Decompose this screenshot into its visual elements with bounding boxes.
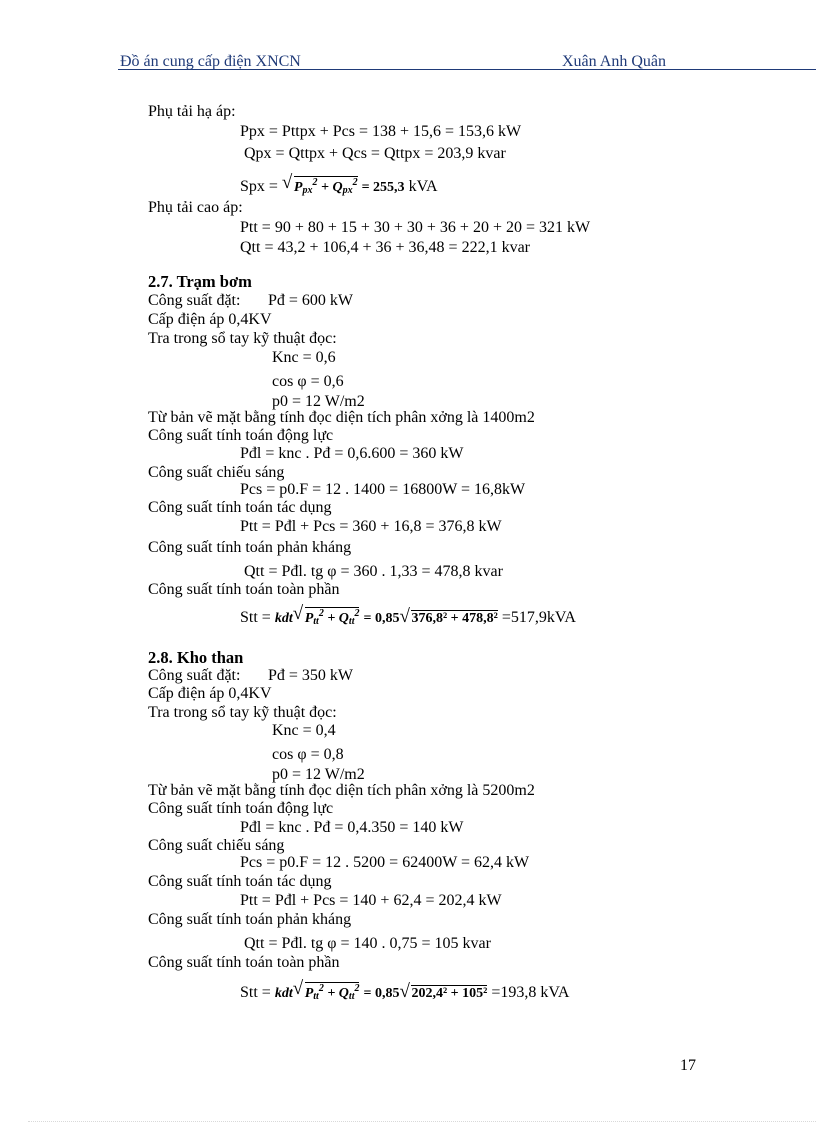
sqrt-stt-2-numeric: √ 202,4² + 105² (401, 985, 487, 1001)
sqrt-stt-2-symbolic: √ $P_{tt}^2 + Q_{tt}^2$ (295, 982, 360, 1002)
voltage-level: Cấp điện áp 0,4KV (148, 311, 272, 328)
active-power-heading-2: Công suất tính toán tác dụng (148, 873, 332, 890)
knc-value-2: Knc = 0,4 (272, 722, 336, 739)
eq-qtt: Qtt = 43,2 + 106,4 + 36 + 36,48 = 222,1 kvar (240, 239, 530, 256)
p0-value-2: p0 = 12 W/m2 (272, 766, 365, 783)
eq-qpx: Qpx = Qttpx + Qcs = Qttpx = 203,9 kvar (244, 145, 506, 162)
installed-power-value-2: Pđ = 350 kW (268, 667, 354, 684)
header-author: Xuân Anh Quân (562, 53, 666, 70)
lighting-power-heading: Công suất chiếu sáng (148, 464, 285, 481)
eq-stt-result: =517,9kVA (501, 609, 576, 626)
footer-dotted-rule (28, 1121, 816, 1122)
area-statement-2: Từ bản vẽ mặt bằng tính đọc diện tích phân xởng là 5200m2 (148, 782, 535, 799)
eq-qtt-reactive: Qtt = Pđl. tg φ = 360 . 1,33 = 478,8 kvar (244, 563, 503, 580)
eq-stt-kdt: kdt (274, 611, 293, 626)
eq-pcs: Pcs = p0.F = 12 . 1400 = 16800W = 16,8kW (240, 481, 526, 498)
installed-power-value: Pđ = 600 kW (268, 292, 354, 309)
eq-ptt-active-2: Ptt = Pđl + Pcs = 140 + 62,4 = 202,4 kW (240, 892, 502, 909)
sqrt-stt-symbolic: √ $P_{tt}^2 + Q_{tt}^2$ (295, 607, 360, 627)
knc-value: Knc = 0,6 (272, 349, 336, 366)
header-title: Đồ án cung cấp điện XNCN (120, 53, 301, 70)
eq-ptt-active: Ptt = Pđl + Pcs = 360 + 16,8 = 376,8 kW (240, 518, 502, 535)
eq-ptt: Ptt = 90 + 80 + 15 + 30 + 30 + 36 + 20 + 20 = 321 kW (240, 219, 591, 236)
eq-stt-2-lhs: Stt = (240, 984, 271, 1001)
eq-stt-2-coef: = 0,85 (363, 986, 400, 1001)
apparent-power-heading-2: Công suất tính toán toàn phần (148, 954, 340, 971)
reactive-power-heading: Công suất tính toán phản kháng (148, 539, 352, 556)
installed-power-label-2: Công suất đặt: (148, 667, 241, 684)
eq-stt-2-kdt: kdt (274, 986, 293, 1001)
reactive-power-heading-2: Công suất tính toán phản kháng (148, 911, 352, 928)
eq-stt-2-result: =193,8 kVA (491, 984, 570, 1001)
handbook-lookup: Tra trong sổ tay kỹ thuật đọc: (148, 330, 337, 347)
eq-stt (240, 607, 576, 627)
eq-spx-unit: kVA (408, 178, 438, 195)
active-power-heading: Công suất tính toán tác dụng (148, 499, 332, 516)
eq-pdl: Pđl = knc . Pđ = 0,6.600 = 360 kW (240, 445, 464, 462)
motive-power-heading-2: Công suất tính toán động lực (148, 800, 334, 817)
section-2-7-heading: 2.7. Trạm bơm (148, 272, 252, 291)
sqrt-stt-numeric: √ 376,8² + 478,8² (401, 610, 497, 626)
voltage-level-2: Cấp điện áp 0,4KV (148, 685, 272, 702)
eq-pdl-2: Pđl = knc . Pđ = 0,4.350 = 140 kW (240, 819, 464, 836)
page-number: 17 (680, 1057, 696, 1074)
handbook-lookup-2: Tra trong sổ tay kỹ thuật đọc: (148, 704, 337, 721)
installed-power-label: Công suất đặt: (148, 292, 241, 309)
eq-spx-value: = 255,3 (361, 180, 405, 195)
low-voltage-load-heading: Phụ tải hạ áp: (148, 103, 236, 120)
eq-spx-lhs: Spx = (240, 178, 278, 195)
apparent-power-heading: Công suất tính toán toàn phần (148, 581, 340, 598)
eq-spx (240, 176, 438, 196)
p0-value: p0 = 12 W/m2 (272, 393, 365, 410)
eq-stt-coef: = 0,85 (363, 611, 400, 626)
sqrt-spx: √ $P_{px}^2 + Q_{px}^2$ (284, 176, 358, 196)
eq-pcs-2: Pcs = p0.F = 12 . 5200 = 62400W = 62,4 kW (240, 854, 530, 871)
cosphi-value-2: cos φ = 0,8 (272, 746, 344, 763)
eq-qtt-reactive-2: Qtt = Pđl. tg φ = 140 . 0,75 = 105 kvar (244, 935, 491, 952)
high-voltage-load-heading: Phụ tải cao áp: (148, 199, 243, 216)
lighting-power-heading-2: Công suất chiếu sáng (148, 837, 285, 854)
area-statement: Từ bản vẽ mặt bằng tính đọc diện tích phân xởng là 1400m2 (148, 409, 535, 426)
eq-ppx: Ppx = Pttpx + Pcs = 138 + 15,6 = 153,6 kW (240, 123, 522, 140)
section-2-8-heading: 2.8. Kho than (148, 648, 244, 667)
cosphi-value: cos φ = 0,6 (272, 373, 344, 390)
motive-power-heading: Công suất tính toán động lực (148, 427, 334, 444)
eq-stt-lhs: Stt = (240, 609, 271, 626)
eq-stt-2 (240, 982, 569, 1002)
header-rule (118, 69, 816, 70)
